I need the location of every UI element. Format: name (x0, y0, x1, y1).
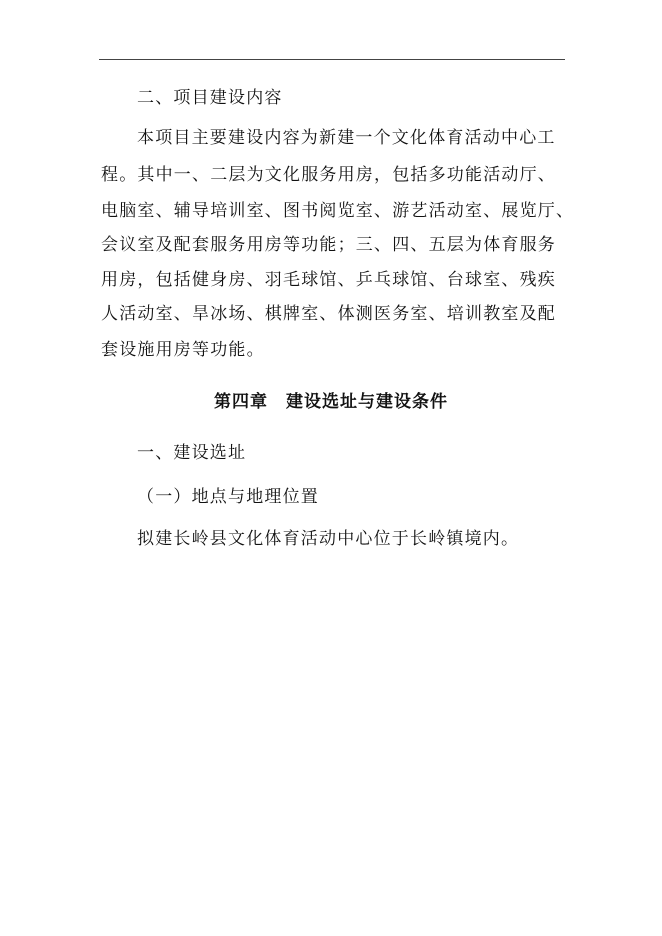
header-rule (99, 59, 565, 60)
chapter-number: 第四章 (214, 392, 268, 412)
subheading-site-selection: 一、建设选址 (137, 443, 247, 463)
paragraph-line: 本项目主要建设内容为新建一个文化体育活动中心工 (137, 128, 556, 148)
paragraph-line: 会议室及配套服务用房等功能；三、四、五层为体育服务 (101, 235, 556, 255)
section-heading: 二、项目建设内容 (137, 88, 283, 108)
body-text: 拟建长岭县文化体育活动中心位于长岭镇境内。 (137, 529, 520, 549)
chapter-heading (0, 391, 662, 413)
paragraph-line: 程。其中一、二层为文化服务用房，包括多功能活动厅、 (101, 165, 556, 185)
paragraph-line: 套设施用房等功能。 (101, 340, 265, 360)
subheading-location: （一）地点与地理位置 (137, 487, 319, 507)
paragraph-line: 人活动室、旱冰场、棋牌室、体测医务室、培训教室及配 (101, 304, 556, 324)
paragraph-line: 用房，包括健身房、羽毛球馆、乒乓球馆、台球室、残疾 (101, 270, 556, 290)
paragraph-line: 电脑室、辅导培训室、图书阅览室、游艺活动室、展览厅、 (101, 201, 575, 221)
chapter-title: 建设选址与建设条件 (286, 392, 448, 412)
